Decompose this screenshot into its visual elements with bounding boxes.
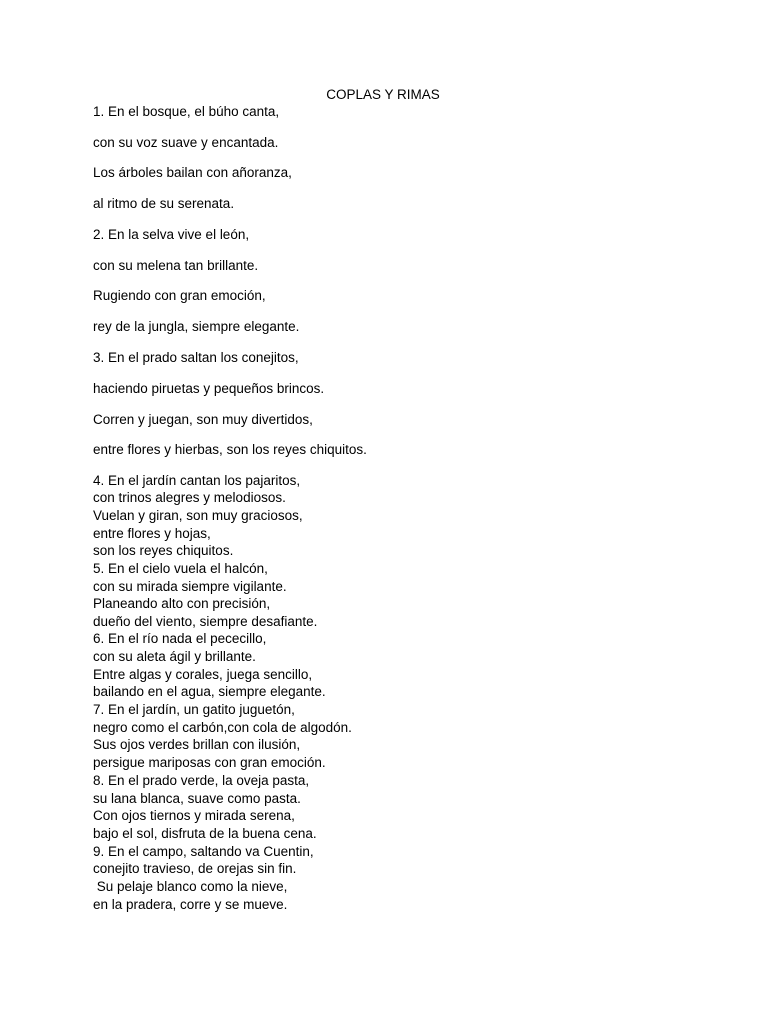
poem-line: al ritmo de su serenata. <box>93 196 235 211</box>
poem-line: 4. En el jardín cantan los pajaritos, <box>93 473 301 488</box>
poem-line: con su aleta ágil y brillante. <box>93 649 256 664</box>
poem-line: su lana blanca, suave como pasta. <box>93 791 301 806</box>
poem-line: son los reyes chiquitos. <box>93 543 234 558</box>
poem-line: 6. En el río nada el pececillo, <box>93 631 267 646</box>
poem-line: Su pelaje blanco como la nieve, <box>93 879 288 894</box>
poem-line: 8. En el prado verde, la oveja pasta, <box>93 773 310 788</box>
poem-line: 9. En el campo, saltando va Cuentin, <box>93 844 314 859</box>
poem-line: 2. En la selva vive el león, <box>93 227 250 242</box>
poem-line: dueño del viento, siempre desafiante. <box>93 614 318 629</box>
poem-line: Corren y juegan, son muy divertidos, <box>93 412 313 427</box>
poem-line: persigue mariposas con gran emoción. <box>93 755 326 770</box>
poem-line: Entre algas y corales, juega sencillo, <box>93 667 313 682</box>
poem-line: Planeando alto con precisión, <box>93 596 271 611</box>
poem-line: con su voz suave y encantada. <box>93 135 279 150</box>
poem-line: 3. En el prado saltan los conejitos, <box>93 350 299 365</box>
poem-line: negro como el carbón,con cola de algodón. <box>93 720 352 735</box>
poem-line: Los árboles bailan con añoranza, <box>93 165 292 180</box>
poem-line: Sus ojos verdes brillan con ilusión, <box>93 737 301 752</box>
poem-line: con trinos alegres y melodiosos. <box>93 490 286 505</box>
poem-line: en la pradera, corre y se mueve. <box>93 897 288 912</box>
poem-line: 5. En el cielo vuela el halcón, <box>93 561 268 576</box>
poem-line: con su melena tan brillante. <box>93 258 259 273</box>
poem-line: con su mirada siempre vigilante. <box>93 579 287 594</box>
poem-line: bajo el sol, disfruta de la buena cena. <box>93 826 317 841</box>
poem-line: Vuelan y giran, son muy graciosos, <box>93 508 303 523</box>
poem-line: 7. En el jardín, un gatito juguetón, <box>93 702 295 717</box>
page-title: COPLAS Y RIMAS <box>326 87 440 102</box>
poem-line: Rugiendo con gran emoción, <box>93 288 266 303</box>
poem-line: haciendo piruetas y pequeños brincos. <box>93 381 325 396</box>
poem-line: bailando en el agua, siempre elegante. <box>93 684 326 699</box>
poem-line: entre flores y hojas, <box>93 526 211 541</box>
poem-line: Con ojos tiernos y mirada serena, <box>93 808 295 823</box>
poem-line: entre flores y hierbas, son los reyes chiquitos. <box>93 442 367 457</box>
poem-line: rey de la jungla, siempre elegante. <box>93 319 300 334</box>
poem-line: 1. En el bosque, el búho canta, <box>93 104 280 119</box>
poem-line: conejito travieso, de orejas sin fin. <box>93 861 297 876</box>
